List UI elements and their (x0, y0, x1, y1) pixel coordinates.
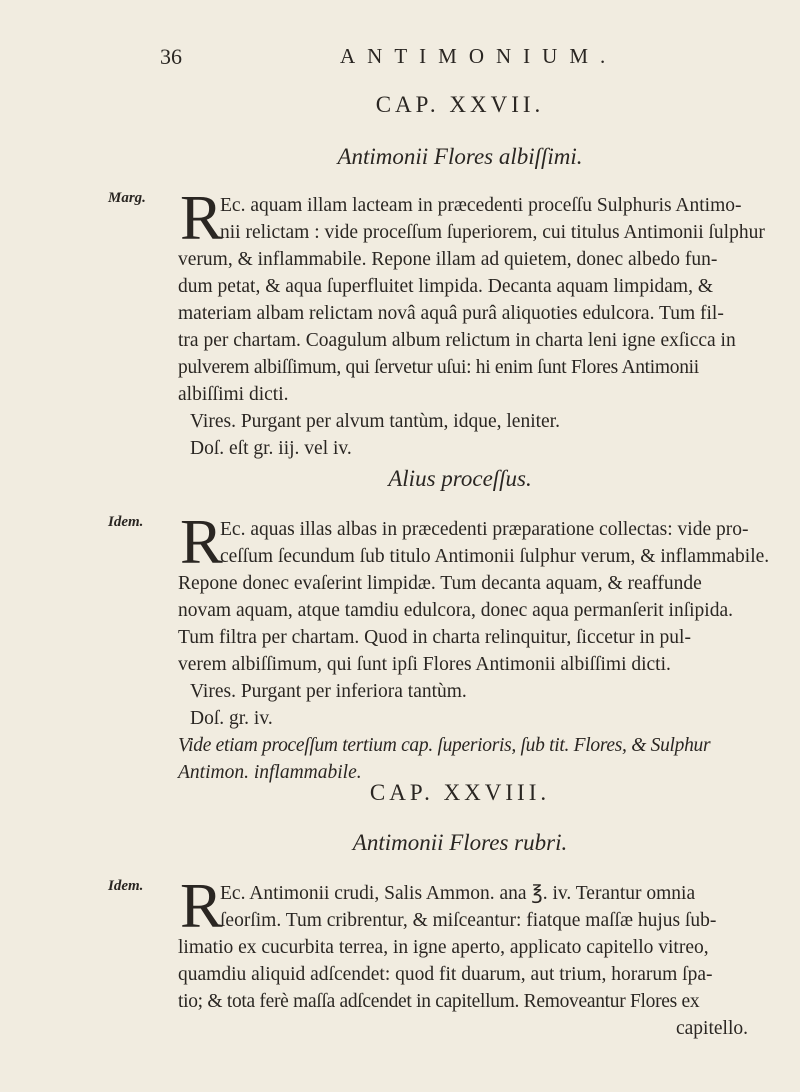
text-line: verem albiſſimum, qui ſunt ipſi Flores Antimonii albiſſimi dicti. (178, 654, 671, 675)
text-line: quamdiu aliquid adſcendet: quod fit duarum, aut trium, horarum ſpa- (178, 964, 713, 985)
text-line: nii relictam : vide proceſſum ſuperiorem, cui titulus Antimonii ſulphur (220, 222, 765, 243)
text-line: Repone donec evaſerint limpidæ. Tum decanta aquam, & reaffunde (178, 573, 702, 594)
text-line: verum, & inflammabile. Repone illam ad quietem, donec albedo fun- (178, 249, 718, 270)
section-title: Antimonii Flores albiſſimi. (337, 144, 583, 169)
text-line: novam aquam, atque tamdiu edulcora, donec aqua permanſerit inſipida. (178, 600, 734, 621)
paragraph (178, 516, 770, 786)
text-line: Ec. Antimonii crudi, Salis Ammon. ana ℥. iv. Terantur omnia (220, 883, 696, 904)
text-line: Tum filtra per chartam. Quod in charta relinquitur, ſiccetur in pul- (178, 627, 691, 648)
text-line: capitello. (675, 1018, 748, 1039)
text-line: Antimon. inflammabile. (178, 762, 362, 783)
running-head (160, 44, 660, 74)
text-line: Vires. Purgant per alvum tantùm, idque, leniter. (190, 411, 560, 432)
running-title: ANTIMONIUM. (340, 44, 618, 68)
text-line: Vires. Purgant per inferiora tantùm. (190, 681, 467, 702)
chapter-heading: CAP. XXVIII. (369, 780, 551, 805)
chapter-heading: CAP. XXVII. (375, 92, 545, 117)
text-line: Ec. aquas illas albas in præcedenti præparatione collectas: vide pro- (220, 519, 749, 540)
text-line: Vide etiam proceſſum tertium cap. ſuperioris, ſub tit. Flores, & Sulphur (178, 735, 711, 756)
paragraph (178, 192, 765, 462)
margin-note: Marg. (108, 190, 146, 206)
text-line: ſeorſim. Tum cribrentur, & miſceantur: fiatque maſſæ hujus ſub- (220, 910, 717, 931)
drop-cap: R (180, 506, 223, 577)
section-title: Antimonii Flores rubri. (352, 830, 568, 855)
paragraph (178, 880, 748, 1042)
margin-note: Idem. (108, 514, 144, 530)
text-line: Doſ. gr. iv. (190, 708, 273, 729)
text-line: materiam albam relictam novâ aquâ purâ aliquoties edulcora. Tum fil- (178, 303, 724, 324)
text-line: Doſ. eſt gr. iij. vel iv. (190, 438, 352, 459)
text-line: tra per chartam. Coagulum album relictum in charta leni igne exſicca in (178, 330, 736, 351)
text-line: dum petat, & aqua ſuperfluitet limpida. Decanta aquam limpidam, & (178, 276, 714, 297)
text-line: Ec. aquam illam lacteam in præcedenti proceſſu Sulphuris Antimo- (220, 195, 742, 216)
margin-note: Idem. (108, 878, 144, 894)
page-number: 36 (160, 44, 182, 69)
text-line: albiſſimi dicti. (178, 384, 289, 405)
text-line: tio; & tota ferè maſſa adſcendet in capitellum. Removeantur Flores ex (178, 991, 700, 1012)
section-title: Alius proceſſus. (388, 466, 532, 491)
text-line: pulverem albiſſimum, qui ſervetur uſui: hi enim ſunt Flores Antimonii (178, 357, 699, 378)
text-line: ceſſum ſecundum ſub titulo Antimonii ſulphur verum, & inflammabile. (220, 546, 770, 567)
text-line: limatio ex cucurbita terrea, in igne aperto, applicato capitello vitreo, (178, 937, 709, 958)
drop-cap: R (180, 182, 223, 253)
drop-cap: R (180, 870, 223, 941)
